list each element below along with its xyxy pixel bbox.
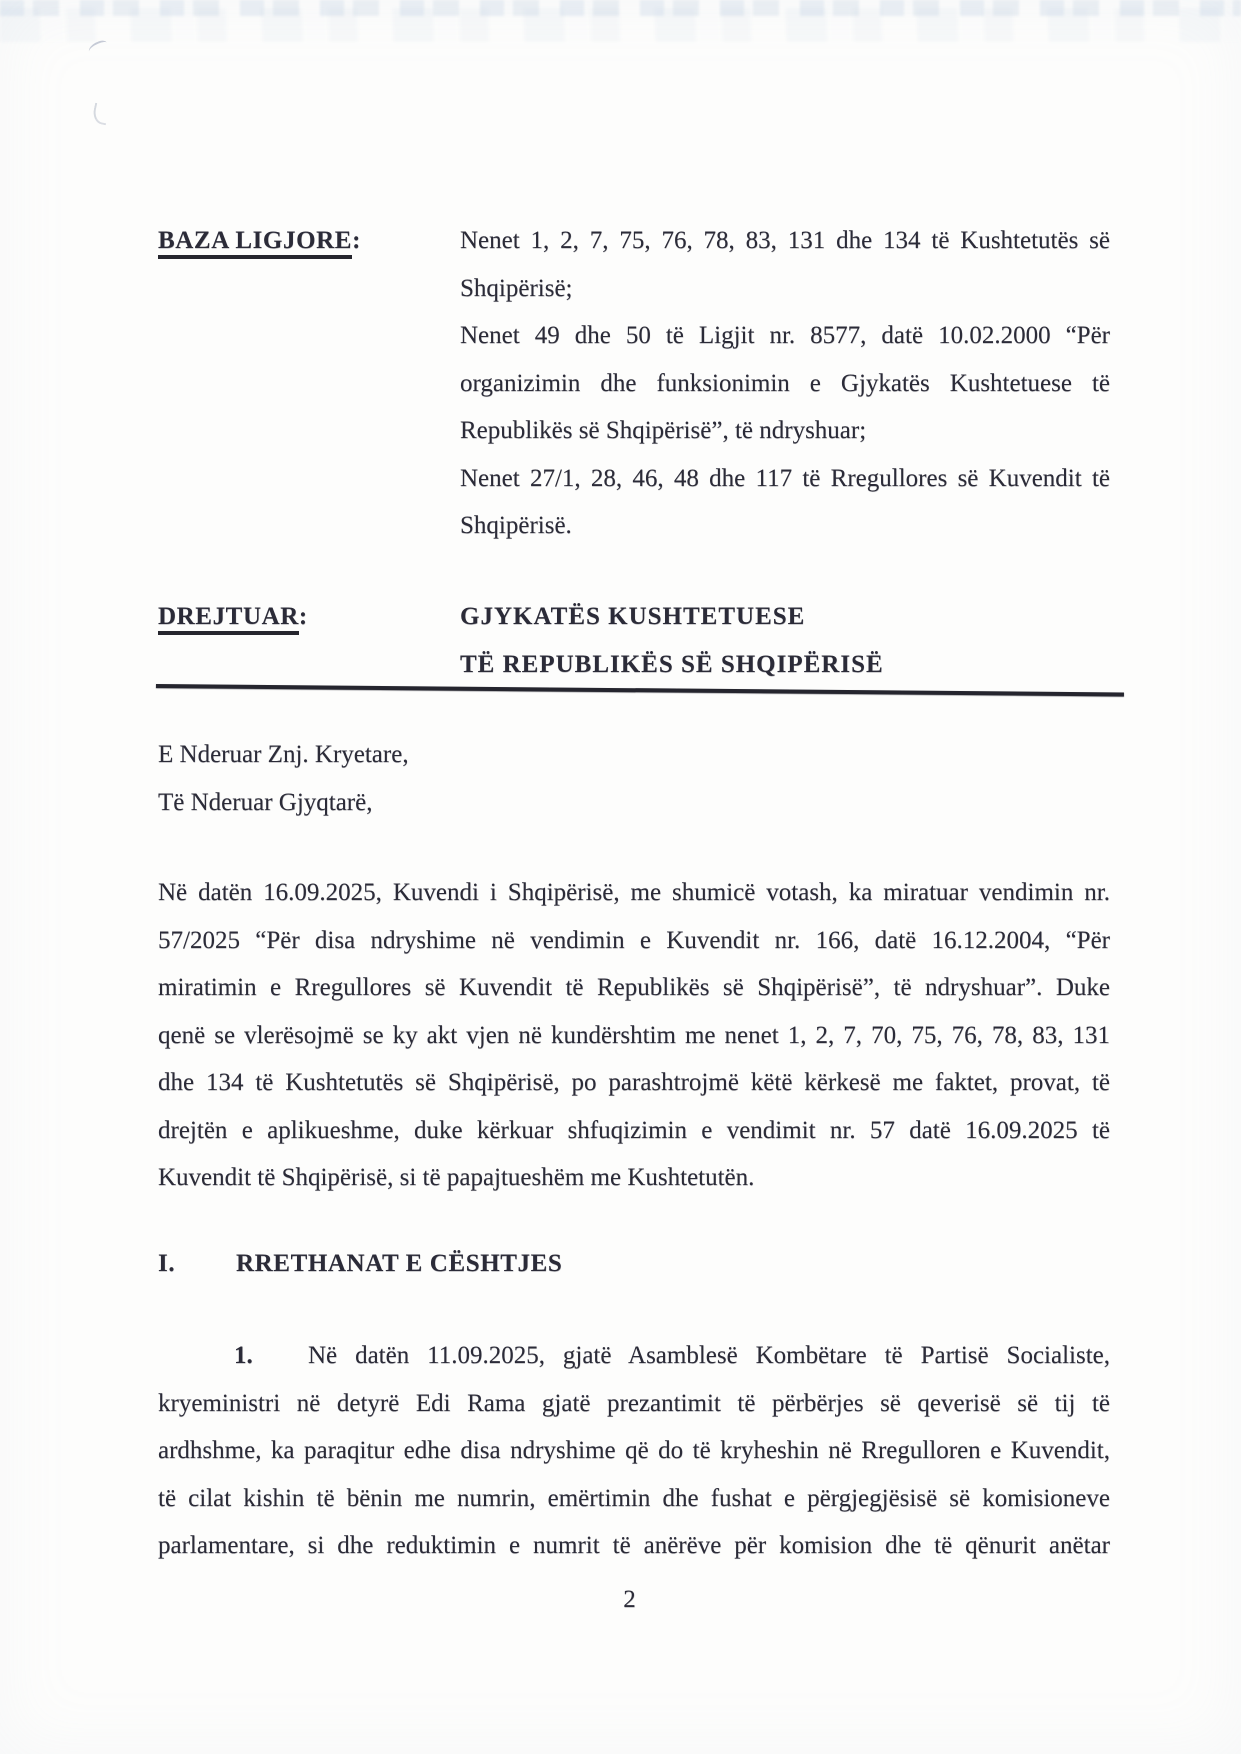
text-line: Në datën 16.09.2025, Kuvendi i Shqipërisë, me shumicë votash, ka miratuar vendimin nr. [158, 879, 1110, 906]
text-line: ardhshme, ka paraqitur edhe disa ndryshime që do të kryheshin në Rregulloren e Kuvendit, [158, 1437, 1110, 1464]
text-line: organizimin dhe funksionimin e Gjykatës Kushtetuese të [460, 369, 1110, 397]
text-line: kryeministri në detyrë Edi Rama gjatë prezantimit të përbërjes së qeverisë së tij të [158, 1389, 1110, 1417]
text-line: 57/2025 “Për disa ndryshime në vendimin e Kuvendit nr. 166, datë 16.12.2004, “Për [158, 926, 1110, 954]
paragraph-1-first-line [158, 1332, 1110, 1380]
text-line: miratimin e Rregullores së Kuvendit të Republikës së Shqipërisë”, të ndryshuar”. Duke [158, 974, 1110, 1001]
section-heading [158, 1240, 1110, 1288]
legal-basis-label [158, 217, 361, 265]
text-line: të cilat kishin të bënin me numrin, emërtimin dhe fushat e përgjegjësisë së komisioneve [158, 1484, 1110, 1512]
text-line: Shqipërisë; [460, 274, 573, 302]
section-heading-title: RRETHANAT E CËSHTJES [236, 1250, 563, 1277]
salutation [158, 731, 1110, 826]
paragraph-1-rest [158, 1380, 1110, 1570]
text-line: qenë se vlerësojmë se ky akt vjen në kundërshtim me nenet 1, 2, 7, 70, 75, 76, 78, 83, 131 [158, 1021, 1110, 1049]
addressed-to-label [158, 593, 308, 641]
page-number: 2 [623, 1586, 636, 1613]
text-line: Nenet 49 dhe 50 të Ligjit nr. 8577, datë 10.02.2000 “Për [460, 322, 1110, 349]
salutation-line-1: E Nderuar Znj. Kryetare, [158, 741, 409, 768]
addressed-to-label-colon: : [298, 603, 308, 630]
section-heading-numeral: I. [158, 1250, 176, 1277]
scanner-edge-artifact-soft [0, 8, 1241, 42]
addressed-to-label-text: DREJTUAR [158, 603, 299, 635]
legal-basis-item-2 [460, 312, 1110, 455]
legal-basis-item-3 [460, 455, 1110, 550]
legal-basis-section [158, 217, 1110, 550]
text-line: Nenet 27/1, 28, 46, 48 dhe 117 të Rregullores së Kuvendit të [460, 464, 1110, 492]
paragraph-1-first-line-text: Në datën 11.09.2025, gjatë Asamblesë Kombëtare të Partisë Socialiste, [308, 1342, 1110, 1369]
intro-paragraph [158, 869, 1110, 1202]
salutation-line-2: Të Nderuar Gjyqtarë, [158, 788, 373, 816]
text-line: drejtën e aplikueshme, duke kërkuar shfuqizimin e vendimit nr. 57 datë 16.09.2025 të [158, 1116, 1110, 1144]
text-line: parlamentare, si dhe reduktimin e numrit të anërëve për komision dhe të qënurit anëtar [158, 1532, 1110, 1559]
addressed-to-section [158, 593, 1110, 688]
text-line: Shqipërisë. [460, 512, 572, 539]
paragraph-1-number: 1. [234, 1342, 253, 1369]
text-line: Nenet 1, 2, 7, 75, 76, 78, 83, 131 dhe 134 të Kushtetutës së [460, 227, 1110, 254]
text-line: dhe 134 të Kushtetutës së Shqipërisë, po parashtrojmë këtë kërkesë me faktet, provat, të [158, 1069, 1110, 1096]
legal-basis-label-colon: : [352, 227, 361, 254]
legal-basis-item-1 [460, 217, 1110, 312]
text-line: TË REPUBLIKËS SË SHQIPËRISË [460, 650, 884, 678]
numbered-paragraph-1 [158, 1332, 1110, 1570]
text-line: Republikës së Shqipërisë”, të ndryshuar; [460, 417, 867, 444]
stray-pencil-mark [91, 103, 110, 126]
text-line: GJYKATËS KUSHTETUESE [460, 603, 806, 630]
legal-basis-label-text: BAZA LIGJORE [158, 227, 352, 259]
addressed-to-content [460, 593, 1110, 688]
text-line: Kuvendit të Shqipërisë, si të papajtueshëm me Kushtetutën. [158, 1164, 755, 1191]
legal-basis-content [460, 217, 1110, 550]
